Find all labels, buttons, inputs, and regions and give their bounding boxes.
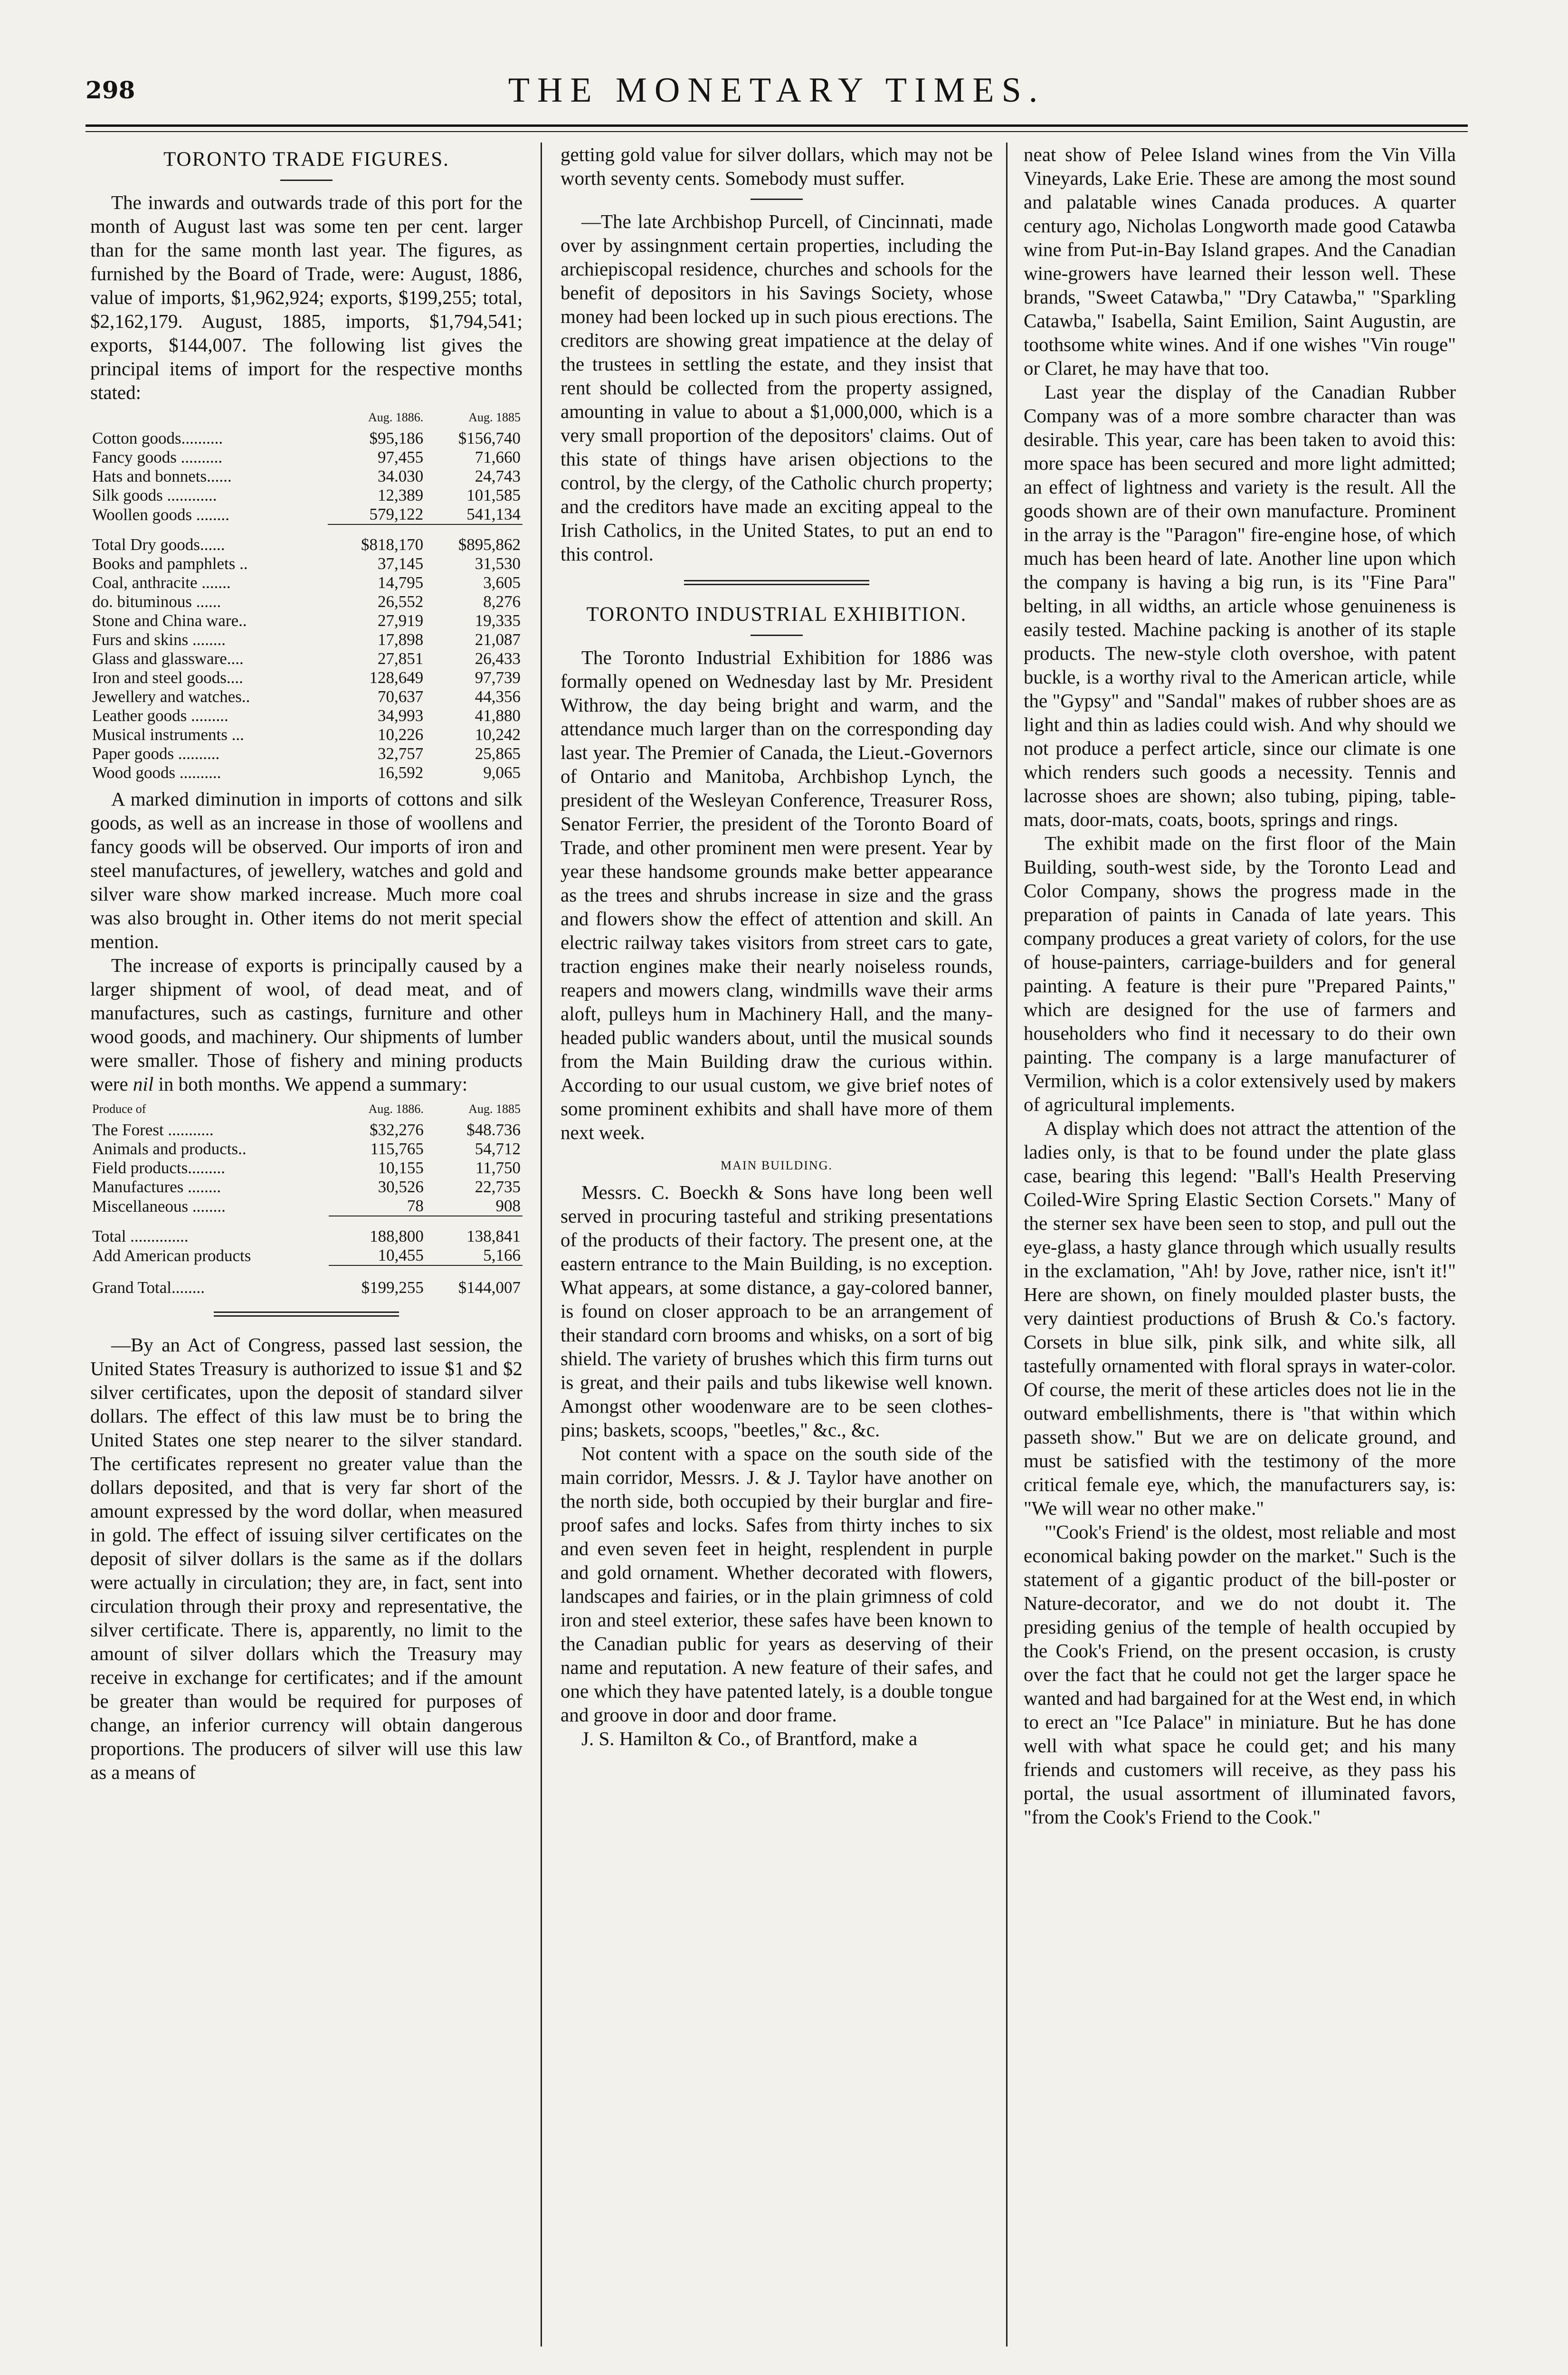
table-row: Total .............. 188,800 138,841 — [90, 1216, 523, 1246]
title-rule — [751, 635, 803, 636]
value-1885: $48.736 — [466, 1121, 521, 1139]
value-1885: 101,585 — [466, 486, 521, 504]
value-1886: 32,757 — [377, 744, 424, 763]
article-paragraph: "'Cook's Friend' is the oldest, most reliable and most economical baking powder on the market." Such is the statement of a gigantic product of the bill-poster or Nature-decorator, and we do not doubt it. The presiding genius of the temple of health occupied by the Cook's Friend, on the present occasion, is crusty over the fact that he could not get the larger space he wanted and had bargained for at the West end, in which to erect an "Ice Palace" in miniature. But he has done well with what space he could get; and his many friends and customers will receive, as they pass his portal, the usual assortment of illuminated favors, "from the Cook's Friend to the Cook." — [1024, 1521, 1456, 1828]
value-1885: $156,740 — [458, 429, 521, 447]
column-header-1885: Aug. 1885 — [468, 410, 521, 424]
table-row — [90, 429, 523, 448]
item-label: do. bituminous ...... — [92, 592, 221, 611]
item-label: Books and pamphlets .. — [92, 554, 248, 573]
value-1886: 10,226 — [377, 725, 424, 744]
table-row — [90, 1121, 523, 1140]
column-3 — [1024, 142, 1456, 2346]
article-paragraph: —The late Archbishop Purcell, of Cincinnati, made over by assingnment certain properties, including the archiepiscopal residence, churches and schools for the benefit of depositors in his Savings Society, whose money had been locked up in such pious erections. The creditors are showing great impatience at the delay of the trustees in settling the estate, and they insist that rent should be collected from the property assigned, amounting in value to about a $1,000,000, which is a very small proportion of the depositors' claims. Out of this state of things have arisen objections to the control, by the clergy, of the Catholic church property; and the creditors have made an exciting appeal to the Irish Catholics, in the United States, to put an end to this control. — [561, 210, 993, 565]
table-row — [90, 1178, 523, 1197]
table-row — [90, 448, 523, 467]
table-row — [90, 611, 523, 630]
column-1 — [90, 142, 523, 2346]
item-label: Total Dry goods...... — [92, 535, 225, 554]
article-paragraph: The inwards and outwards trade of this port for the month of August last was some ten per cent. larger than for the same month last year. The figures, as furnished by the Board of Trade, were: August, 1886, value of imports, $1,962,924; exports, $199,255; total, $2,162,179. August, 1885, imports, $1,794,541; exports, $144,007. The following list gives the principal items of import for the respective months stated: — [90, 191, 523, 403]
imports-table — [90, 408, 523, 782]
value-1886: 37,145 — [377, 554, 424, 573]
value-1886: 27,851 — [377, 649, 424, 668]
item-label: Coal, anthracite ....... — [92, 573, 231, 592]
item-label: Silk goods ............ — [92, 486, 217, 504]
column-header-1886: Aug. 1886. — [368, 1102, 424, 1116]
column-header-1886: Aug. 1886. — [368, 410, 424, 424]
value-1885: $895,862 — [425, 524, 523, 554]
table-row — [90, 725, 523, 744]
imports-total-dry — [90, 524, 523, 554]
table-row — [90, 668, 523, 687]
value-1886: 27,919 — [377, 611, 424, 630]
table-row — [90, 1140, 523, 1159]
value-1885: 24,743 — [475, 467, 521, 485]
table-row: Add American products 10,455 5,166 — [92, 1246, 521, 1265]
value-1885: 41,880 — [475, 706, 521, 725]
value-1885: 908 — [495, 1197, 521, 1215]
value-1885: 25,865 — [475, 744, 521, 763]
item-label: Jewellery and watches.. — [92, 687, 250, 706]
imports-group-1 — [90, 429, 523, 524]
value-1885: 541,134 — [466, 505, 521, 523]
value-1886: 97,455 — [377, 448, 424, 466]
value-1886: 30,526 — [378, 1178, 424, 1196]
masthead-rule-top — [86, 124, 1468, 127]
article-paragraph: Last year the display of the Canadian Rubber Company was of a more sombre character than was desirable. This year, care has been taken to avoid this: more space has been secured and more light admitted; an effect of lightness and variety is the result. All the goods shown are of their own manufacture. Prominent in the array is the "Paragon" fire-engine hose, of which much has been heard of late. Another line upon which the company is having a big run, is its "Fine Para" belting, in all widths, an article whose genuineness is easily tested. Machine packing is another of its staple products. The new-style cloth overshoe, with patent buckle, is a worthy rival to the American article, while the "Gypsy" and "Sandal" makes of rubber shoes are as light and thin as ladies could wish. And why should we not produce a perfect article, since our climate is one which renders such goods a necessity. Tennis and lacrosse shoes are shown; also tubing, piping, table-mats, door-mats, coats, boots, springs and rings. — [1024, 381, 1456, 830]
exports-rows — [90, 1121, 523, 1216]
table-row — [90, 524, 523, 554]
item-label: Furs and skins ........ — [92, 630, 226, 649]
item-label: The Forest ........... — [92, 1121, 214, 1139]
article-paragraph: Not content with a space on the south side of the main corridor, Messrs. J. & J. Taylor have another on the north side, both occupied by their burglar and fire-proof safes and locks. Safes from thirty inches to six and even seven feet in height, resplendent in purple and gold ornament. Whether decorated with flowers, landscapes and fairies, or in the plain grimness of cold iron and steel exterior, these safes have been known to the Canadian public for years as deserving of their name and reputation. A new feature of their safes, and one which they have patented lately, is a double tongue and groove in door and door frame. — [561, 1443, 993, 1726]
section-rule — [684, 580, 869, 585]
value-1885: 21,087 — [475, 630, 521, 649]
section-rule — [751, 199, 803, 200]
masthead-rule-bottom — [86, 131, 1468, 132]
exports-header-row — [90, 1100, 523, 1121]
item-label: Cotton goods.......... — [92, 429, 223, 447]
value-1885: 31,530 — [475, 554, 521, 573]
column-divider-2 — [1006, 142, 1007, 2346]
value-1885: 19,335 — [475, 611, 521, 630]
article-paragraph: neat show of Pelee Island wines from the Vin Villa Vineyards, Lake Erie. These are among the most sound and palatable wines Canada produces. A quarter century ago, Nicholas Longworth made good Catawba wine from Put-in-Bay Island grapes. And the Canadian wine-growers have learned their lesson well. These brands, "Sweet Catawba," "Dry Catawba," "Sparkling Catawba," Isabella, Saint Emilion, Saint Augustin, are toothsome white wines. And if one wishes "Vin rouge" or Claret, he may have that too. — [1024, 143, 1456, 379]
value-1885: 26,433 — [475, 649, 521, 668]
table-row — [90, 706, 523, 725]
italic-word: nil — [133, 1073, 154, 1095]
title-rule — [280, 180, 333, 181]
subheading-main-building: MAIN BUILDING. — [721, 1159, 833, 1172]
value-1885: 9,065 — [483, 763, 521, 782]
value-1885: 97,739 — [475, 668, 521, 687]
value-1886: 14,795 — [377, 573, 424, 592]
item-label: Woollen goods ........ — [92, 505, 229, 524]
section-rule — [214, 1311, 399, 1317]
table-row — [90, 630, 523, 649]
value-1886: 12,389 — [377, 486, 424, 504]
article-paragraph: J. S. Hamilton & Co., of Brantford, make a — [581, 1728, 918, 1749]
table-row — [90, 763, 523, 782]
table-row — [90, 486, 523, 505]
table-row — [90, 592, 523, 611]
value-1886: 34,993 — [377, 706, 424, 725]
item-label: Leather goods ......... — [92, 706, 228, 725]
article-title-exhibition: TORONTO INDUSTRIAL EXHIBITION. — [586, 603, 967, 626]
item-label: Animals and products.. — [92, 1140, 247, 1158]
column-header-produce: Produce of — [92, 1102, 146, 1116]
article-title-trade-figures: TORONTO TRADE FIGURES. — [163, 148, 449, 171]
table-row — [90, 687, 523, 706]
exports-totals — [90, 1216, 523, 1297]
item-label: Manufactures ........ — [92, 1178, 221, 1196]
value-1885: 10,242 — [475, 725, 521, 744]
table-row — [90, 467, 523, 486]
value-1886: 17,898 — [377, 630, 424, 649]
item-label: Fancy goods .......... — [92, 448, 223, 466]
masthead — [86, 62, 1468, 119]
table-row — [90, 573, 523, 592]
exports-table — [90, 1100, 523, 1297]
item-label: Glass and glassware.... — [92, 649, 244, 668]
imports-header-row — [90, 408, 523, 429]
article-paragraph: Messrs. C. Boeckh & Sons have long been well served in procuring tasteful and striking presentations of the products of their factory. The present one, at the eastern entrance to the Main Building, is no exception. What appears, at some distance, a gay-colored banner, is found on closer approach to be an arrangement of their standard corn brooms and whisks, on a sort of big shield. The variety of brushes which this firm turns out is great, and their pails and tubs likewise well known. Amongst other woodenware are to be seen clothes-pins; baskets, scoops, "beetles," &c., &c. — [561, 1181, 993, 1441]
table-row: Grand Total........ $199,255 $144,007 — [90, 1265, 523, 1297]
article-paragraph: The increase of exports is principally caused by a larger shipment of wool, of dead meat, and of manufactures, such as castings, furniture and other wood goods, and machinery. Our shipments of lumber were smaller. Those of fishery and mining products were nil in both months. We append a summary: — [90, 954, 523, 1095]
imports-group-2 — [90, 554, 523, 782]
item-label: Hats and bonnets...... — [92, 467, 232, 485]
table-row — [90, 1197, 523, 1216]
table-row — [90, 649, 523, 668]
value-1885: 54,712 — [475, 1140, 521, 1158]
value-1886: 26,552 — [377, 592, 424, 611]
value-1886: 10,155 — [378, 1159, 424, 1177]
page-number: 298 — [86, 76, 135, 104]
table-row — [90, 744, 523, 763]
value-1886: 78 — [407, 1197, 424, 1215]
item-label: Paper goods .......... — [92, 744, 220, 763]
value-1886: 70,637 — [377, 687, 424, 706]
article-paragraph: getting gold value for silver dollars, which may not be worth seventy cents. Somebody must suffer. — [561, 143, 993, 189]
item-label: Iron and steel goods.... — [92, 668, 243, 687]
article-paragraph: A display which does not attract the attention of the ladies only, is that to be found under the plate glass case, bearing this legend: "Ball's Health Preserving Coiled-Wire Spring Elastic Section Corsets." Many of the sterner sex have been seen to stop, and pull out the eye-glass, a hasty glance through which usually results in the exclamation, "Ah! by Jove, rather nice, isn't it!" Here are shown, on finely moulded plaster busts, the very daintiest productions of Brush & Co.'s factory. Corsets in blue silk, pink silk, and white silk, all tastefully ornamented with floral sprays in water-color. Of course, the merit of these articles does not lie in the outward embellishments, there is "that within which passeth show." But we are on delicate ground, and must be satisfied with the testimony of the more critical female eye, which, the manufacturers say, is: "We will wear no other make." — [1024, 1117, 1456, 1519]
article-paragraph: A marked diminution in imports of cottons and silk goods, as well as an increase in those of woollens and fancy goods will be observed. Our imports of iron and steel manufactures, of jewellery, watches and gold and silver ware show marked increase. Much more coal was also brought in. Other items do not merit special mention. — [90, 788, 523, 952]
column-divider-1 — [541, 142, 542, 2346]
item-label: Field products......... — [92, 1159, 225, 1177]
table-row — [90, 554, 523, 573]
value-1886: $32,276 — [370, 1121, 424, 1139]
value-1886: 34.030 — [377, 467, 424, 485]
value-1886: 579,122 — [369, 505, 424, 523]
column-2 — [561, 142, 993, 2346]
value-1885: 3,605 — [483, 573, 521, 592]
value-1885: 11,750 — [475, 1159, 521, 1177]
item-label: Wood goods .......... — [92, 763, 221, 782]
masthead-title: THE MONETARY TIMES. — [508, 71, 1045, 110]
table-row — [90, 505, 523, 524]
value-1886: 115,765 — [370, 1140, 424, 1158]
value-1886: 128,649 — [369, 668, 424, 687]
article-paragraph: The Toronto Industrial Exhibition for 1886 was formally opened on Wednesday last by Mr. President Withrow, the day being bright and warm, and the attendance much larger than on the corresponding day last year. The Premier of Canada, the Lieut.-Governors of Ontario and Manitoba, Archbishop Lynch, the president of the Wesleyan Conference, Treasurer Ross, Senator Ferrier, the president of the Toronto Board of Trade, and other prominent men were present. Year by year these handsome grounds make better appearance as the trees and shrubs increase in size and the grass and flowers show the effect of attention and skill. An electric railway takes visitors from street cars to gate, traction engines make their nearly noiseless rounds, reapers and mowers clang, windmills wave their arms aloft, pulleys hum in Machinery Hall, and the many-headed public wanders about, until the musical sounds from the Main Building draw the curious within. According to our usual custom, we give brief notes of some prominent exhibits and shall have more of them next week. — [561, 646, 993, 1143]
article-paragraph: —By an Act of Congress, passed last session, the United States Treasury is authorized to issue $1 and $2 silver certificates, upon the deposit of standard silver dollars. The effect of this law must be to bring the United States one step nearer to the silver standard. The certificates represent no greater value than the dollars deposited, and that is very far short of the amount expressed by the word dollar, when measured in gold. The effect of issuing silver certificates on the deposit of silver dollars is the same as if the dollars were actually in circulation; they are, in fact, sent into circulation through their proxy and representative, the silver certificate. There is, apparently, no limit to the amount of silver dollars which the Treasury may receive in exchange for certificates; and if the amount be greater than would be required for purposes of change, an inferior currency will obtain dangerous proportions. The producers of silver will use this law as a means of — [90, 1334, 523, 1783]
item-label: Stone and China ware.. — [92, 611, 247, 630]
value-1885: 44,356 — [475, 687, 521, 706]
column-header-1885: Aug. 1885 — [468, 1102, 521, 1116]
value-1885: 71,660 — [475, 448, 521, 466]
value-1886: 16,592 — [377, 763, 424, 782]
value-1885: 8,276 — [483, 592, 521, 611]
value-1886: $818,170 — [328, 524, 425, 554]
value-1885: 22,735 — [475, 1178, 521, 1196]
item-label: Miscellaneous ........ — [92, 1197, 226, 1216]
item-label: Musical instruments ... — [92, 725, 244, 744]
table-row — [90, 1159, 523, 1178]
value-1886: $95,186 — [369, 429, 424, 447]
article-paragraph: The exhibit made on the first floor of the Main Building, south-west side, by the Toronto Lead and Color Company, shows the progress made in the preparation of paints in Canada of late years. This company produces a great variety of colors, for the use of house-painters, carriage-builders and for general painting. A feature is their pure "Prepared Paints," which are designed for the use of farmers and householders who find it necessary to do their own painting. The company is a large manufacturer of Vermilion, which is a color extensively used by makers of agricultural implements. — [1024, 832, 1456, 1115]
